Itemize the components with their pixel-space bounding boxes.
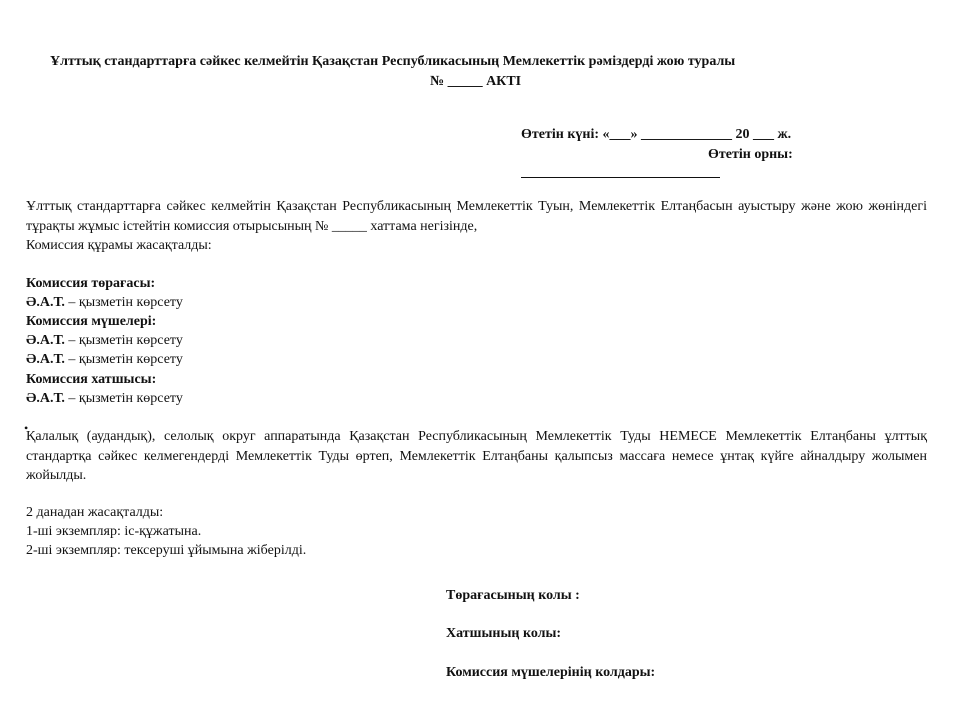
bullet-icon: • (24, 421, 29, 435)
person-position: – қызметін көрсету (64, 391, 183, 406)
copy-two: 2-ші экземпляр: тексеруші ұйымына жіберілді. (26, 543, 307, 558)
person-position: – қызметін көрсету (64, 295, 183, 310)
secretary-heading: Комиссия хатшысы: (26, 372, 157, 387)
member-entry (26, 331, 183, 350)
place-label: Өтетін орны: (708, 147, 793, 162)
person-position: – қызметін көрсету (64, 352, 183, 367)
composition-label: Комиссия құрамы жасақталды: (26, 238, 212, 253)
secretary-signature: Хатшының колы: (446, 626, 562, 641)
secretary-entry (26, 389, 183, 408)
place-underline (521, 177, 720, 178)
member-entry (26, 350, 183, 369)
act-number-title: № _____ АКТІ (430, 74, 522, 89)
copies-label: 2 данадан жасақталды: (26, 505, 164, 520)
destruction-paragraph: Қалалық (аудандық), селолық округ аппаратында Қазақстан Республикасының Мемлекеттік Туды НЕМЕСЕ Мемлекеттік Елтаңбаны ұлттық стандартқа сәйкес келмегендерді Мемлекеттік Туды өртеп, Мемлекеттік Елтаңбаны қалыпсыз массаға немесе ұнтақ күйге айналдыру жолымен жойылды. (26, 429, 927, 483)
members-heading: Комиссия мүшелері: (26, 314, 157, 329)
intro-paragraph: Ұлттық стандарттарға сәйкес келмейтін Қазақстан Республикасының Мемлекеттік Туын, Мемлекеттік Елтаңбасын ауыстыру және жою жөніндегі тұрақты жұмыс істейтін комиссия отырысының № _____ хаттама негізінде, (26, 199, 927, 234)
members-signatures: Комиссия мүшелерінің колдары: (446, 665, 656, 680)
person-position: – қызметін көрсету (64, 333, 183, 348)
document-title: Ұлттық стандарттарға сәйкес келмейтін Қазақстан Республикасының Мемлекеттік рәміздерді жою туралы (50, 54, 736, 69)
chair-signature: Төрағасының колы : (446, 588, 580, 603)
chair-heading: Комиссия төрағасы: (26, 276, 156, 291)
copy-one: 1-ші экземпляр: іс-құжатына. (26, 524, 202, 539)
chair-entry (26, 293, 183, 312)
date-line: Өтетін күні: «___» _____________ 20 ___ ж. (521, 127, 792, 142)
person-name: Ә.А.Т. (26, 295, 65, 310)
person-name: Ә.А.Т. (26, 391, 65, 406)
person-name: Ә.А.Т. (26, 352, 65, 367)
person-name: Ә.А.Т. (26, 333, 65, 348)
